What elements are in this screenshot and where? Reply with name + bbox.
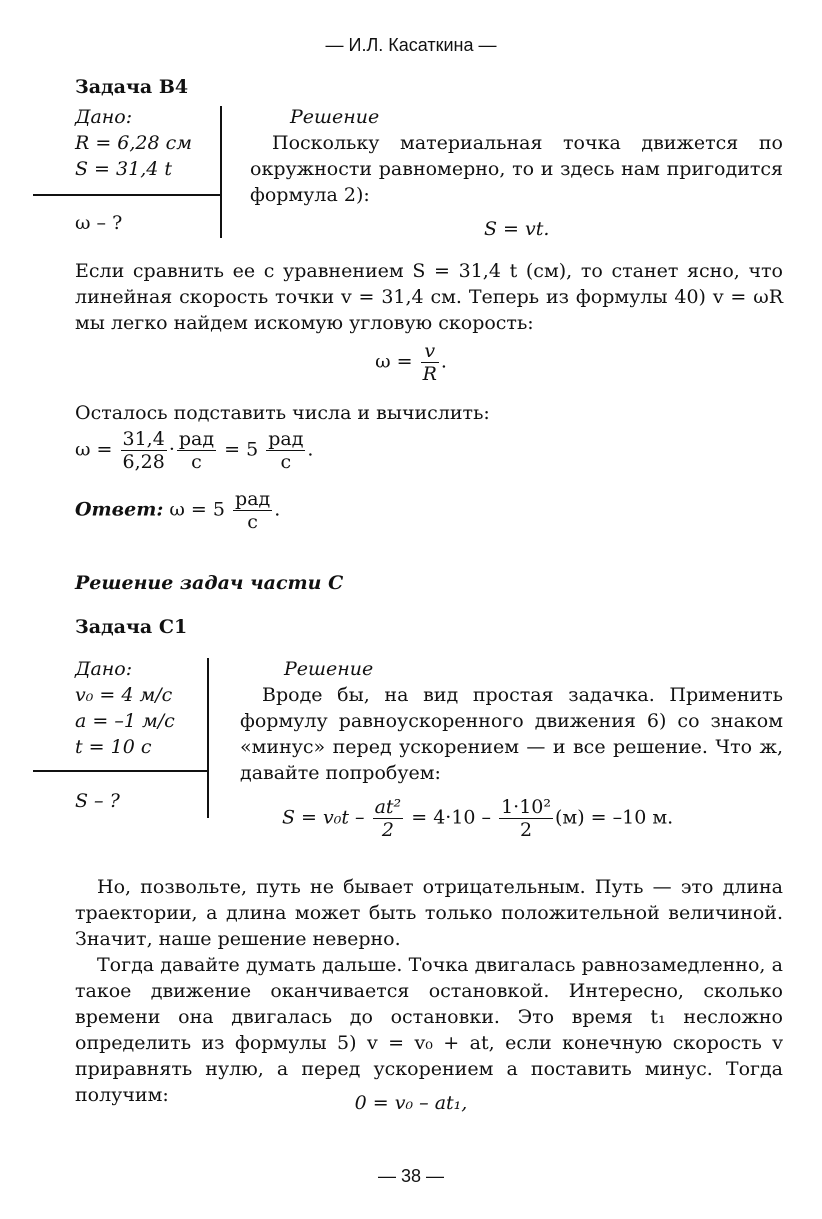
b4-solution-text: Поскольку материальная точка движется по окружности равномерно, то и здесь нам пригодится формула 2): xyxy=(250,132,783,206)
b4-given-s: S = 31,4 t xyxy=(75,158,172,180)
c1-given-divider xyxy=(33,770,208,772)
b4-vertical-divider xyxy=(220,106,222,238)
b4-given-block xyxy=(75,104,215,182)
b4-given-r: R = 6,28 см xyxy=(75,132,193,154)
problem-c1-title: Задача С1 xyxy=(75,616,188,638)
c1-formula-end: 0 = v₀ – at₁, xyxy=(354,1092,468,1114)
c1-given-label: Дано: xyxy=(75,658,133,680)
c1-given-v0: v₀ = 4 м/с xyxy=(75,684,173,706)
answer-frac xyxy=(233,488,272,533)
b4-calculation xyxy=(75,428,313,473)
answer-num: рад xyxy=(235,488,271,510)
c1-find: S – ? xyxy=(75,790,120,812)
c1-paragraph-2: Тогда давайте думать дальше. Точка двигалась равнозамедленно, а такое движение оканчивается остановкой. Интересно, сколько времени она двигалась до остановки. Это время t₁ несложно определить из формулы 5) v = v₀ + at, если конечную скорость v приравнять нулю, а перед ускорением a поставить минус. Тогда получим: xyxy=(75,954,783,1106)
b4-given-label: Дано: xyxy=(75,106,133,128)
c1-frac-1 xyxy=(373,796,404,841)
omega-num: v xyxy=(421,340,439,363)
calc-num-1: 31,4 xyxy=(122,428,165,450)
calc-num-2: рад xyxy=(178,428,215,450)
c1-paragraph-1: Но, позвольте, путь не бывает отрицательным. Путь — это длина траектории, а длина может быть только положительной величиной. Значит, наше решение неверно. xyxy=(75,876,783,950)
calc-lhs: ω = xyxy=(75,438,113,461)
calc-frac-2 xyxy=(177,428,216,473)
c1-den-1: 2 xyxy=(381,819,394,841)
b4-formula-s: S = vt. xyxy=(484,218,550,240)
page-number: — 38 — xyxy=(377,1166,445,1186)
c1-formula xyxy=(282,796,673,841)
calc-den-2: с xyxy=(191,451,202,473)
c1-vertical-divider xyxy=(207,658,209,818)
c1-solution-label: Решение xyxy=(284,658,374,680)
c1-given-block xyxy=(75,656,205,760)
c1-frac-2 xyxy=(499,796,553,841)
omega-fraction xyxy=(421,340,439,385)
calc-frac-1 xyxy=(121,428,167,473)
c1-num-1: at² xyxy=(374,796,402,818)
omega-den: R xyxy=(422,363,437,385)
c1-formula-mid: = 4·10 – xyxy=(411,806,492,829)
part-c-heading: Решение задач части С xyxy=(75,572,344,594)
c1-given-a: a = –1 м/с xyxy=(75,710,175,732)
c1-num-2: 1·10² xyxy=(501,796,552,818)
b4-paragraph-1: Если сравнить ее с уравнением S = 31,4 t (см), то станет ясно, что линейная скорость точки v = 31,4 см. Теперь из формулы 40) v = ωR мы легко найдем искомую угловую скорость: xyxy=(75,260,783,334)
calc-end: . xyxy=(307,438,314,461)
answer-lhs: ω = 5 xyxy=(169,498,225,521)
calc-num-3: рад xyxy=(268,428,304,450)
c1-formula-rhs: (м) = –10 м. xyxy=(555,806,674,829)
problem-b4-title: Задача В4 xyxy=(75,76,189,98)
calc-mul: · xyxy=(168,438,175,461)
b4-find: ω – ? xyxy=(75,212,123,234)
b4-solution-label: Решение xyxy=(290,106,380,128)
b4-given-divider xyxy=(33,194,221,196)
c1-solution-text: Вроде бы, на вид простая задачка. Применить формулу равноускоренного движения 6) со знаком «минус» перед ускорением — и все решение. Что ж, давайте попробуем: xyxy=(240,684,783,784)
omega-end: . xyxy=(440,350,447,373)
b4-answer xyxy=(75,488,280,533)
answer-end: . xyxy=(274,498,281,521)
calc-eq: = 5 xyxy=(224,438,259,461)
calc-den-3: с xyxy=(280,451,292,473)
calc-den-1: 6,28 xyxy=(122,451,165,473)
calc-frac-3 xyxy=(266,428,305,473)
answer-label: Ответ: xyxy=(75,498,164,521)
c1-given-t: t = 10 с xyxy=(75,736,152,758)
c1-den-2: 2 xyxy=(520,819,533,841)
b4-omega-formula xyxy=(0,340,822,385)
c1-formula-lhs: S = v₀t – xyxy=(282,806,365,829)
b4-paragraph-2: Осталось подставить числа и вычислить: xyxy=(75,402,490,424)
answer-den: с xyxy=(247,511,258,533)
omega-lhs: ω = xyxy=(375,350,413,373)
running-head: — И.Л. Касаткина — xyxy=(325,35,497,55)
